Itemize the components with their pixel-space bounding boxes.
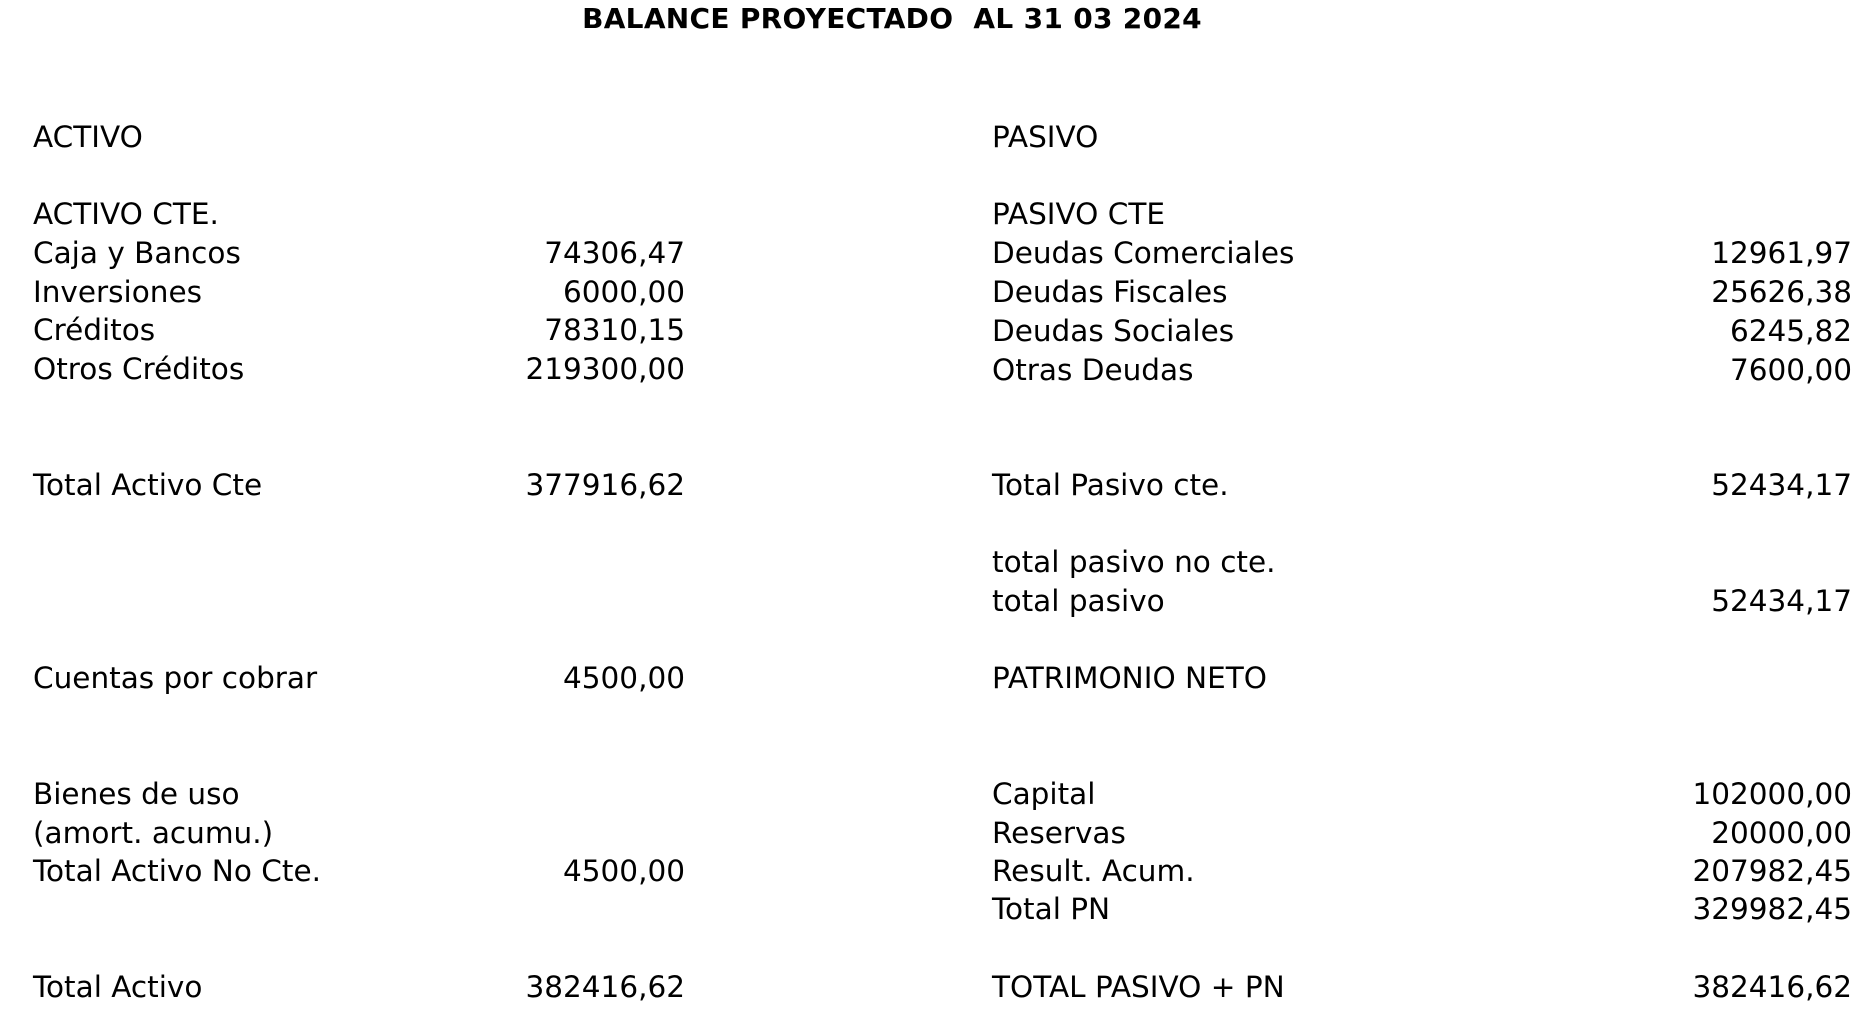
pasivo-item-label: Deudas Sociales: [992, 314, 1235, 348]
activo-item-value: 219300,00: [525, 352, 685, 386]
total-pasivo-pn-label: TOTAL PASIVO + PN: [992, 970, 1285, 1004]
amortizacion-label: (amort. acumu.): [33, 816, 274, 850]
activo-cte-header: ACTIVO CTE.: [33, 197, 219, 231]
total-activo-cte-label: Total Activo Cte: [33, 468, 263, 502]
pasivo-item-value: 7600,00: [1730, 353, 1852, 387]
pasivo-item-label: Deudas Fiscales: [992, 275, 1228, 309]
pasivo-header: PASIVO: [992, 120, 1099, 154]
patrimonio-item-value: 207982,45: [1692, 854, 1852, 888]
cuentas-por-cobrar-label: Cuentas por cobrar: [33, 661, 318, 695]
patrimonio-item-label: Reservas: [992, 816, 1126, 850]
total-pasivo-no-cte-label: total pasivo no cte.: [992, 545, 1276, 579]
total-pasivo-cte-value: 52434,17: [1711, 468, 1852, 502]
bienes-de-uso-label: Bienes de uso: [33, 777, 240, 811]
pasivo-item-label: Deudas Comerciales: [992, 236, 1295, 270]
activo-item-label: Créditos: [33, 313, 156, 347]
total-pasivo-cte-label: Total Pasivo cte.: [992, 468, 1229, 502]
patrimonio-item-label: Capital: [992, 777, 1096, 811]
activo-item-label: Otros Créditos: [33, 352, 245, 386]
activo-item-value: 74306,47: [544, 236, 685, 270]
patrimonio-neto-header: PATRIMONIO NETO: [992, 661, 1267, 695]
pasivo-cte-header: PASIVO CTE: [992, 197, 1166, 231]
pasivo-item-value: 12961,97: [1711, 236, 1852, 270]
activo-item-value: 6000,00: [563, 275, 685, 309]
document-title: BALANCE PROYECTADO AL 31 03 2024: [582, 2, 1202, 35]
pasivo-item-value: 6245,82: [1730, 314, 1852, 348]
total-activo-label: Total Activo: [33, 970, 203, 1004]
cuentas-por-cobrar-value: 4500,00: [563, 661, 685, 695]
total-pasivo-pn-value: 382416,62: [1692, 970, 1852, 1004]
patrimonio-item-label: Result. Acum.: [992, 854, 1195, 888]
total-pasivo-label: total pasivo: [992, 584, 1165, 618]
activo-header: ACTIVO: [33, 120, 143, 154]
total-activo-cte-value: 377916,62: [525, 468, 685, 502]
total-pasivo-value: 52434,17: [1711, 584, 1852, 618]
total-activo-value: 382416,62: [525, 970, 685, 1004]
patrimonio-item-value: 102000,00: [1692, 777, 1852, 811]
total-pn-label: Total PN: [992, 892, 1111, 926]
total-pn-value: 329982,45: [1692, 892, 1852, 926]
patrimonio-item-value: 20000,00: [1711, 816, 1852, 850]
pasivo-item-value: 25626,38: [1711, 275, 1852, 309]
activo-item-label: Caja y Bancos: [33, 236, 241, 270]
pasivo-item-label: Otras Deudas: [992, 353, 1194, 387]
activo-item-value: 78310,15: [544, 313, 685, 347]
activo-item-label: Inversiones: [33, 275, 202, 309]
total-activo-no-cte-value: 4500,00: [563, 854, 685, 888]
total-activo-no-cte-label: Total Activo No Cte.: [33, 854, 321, 888]
